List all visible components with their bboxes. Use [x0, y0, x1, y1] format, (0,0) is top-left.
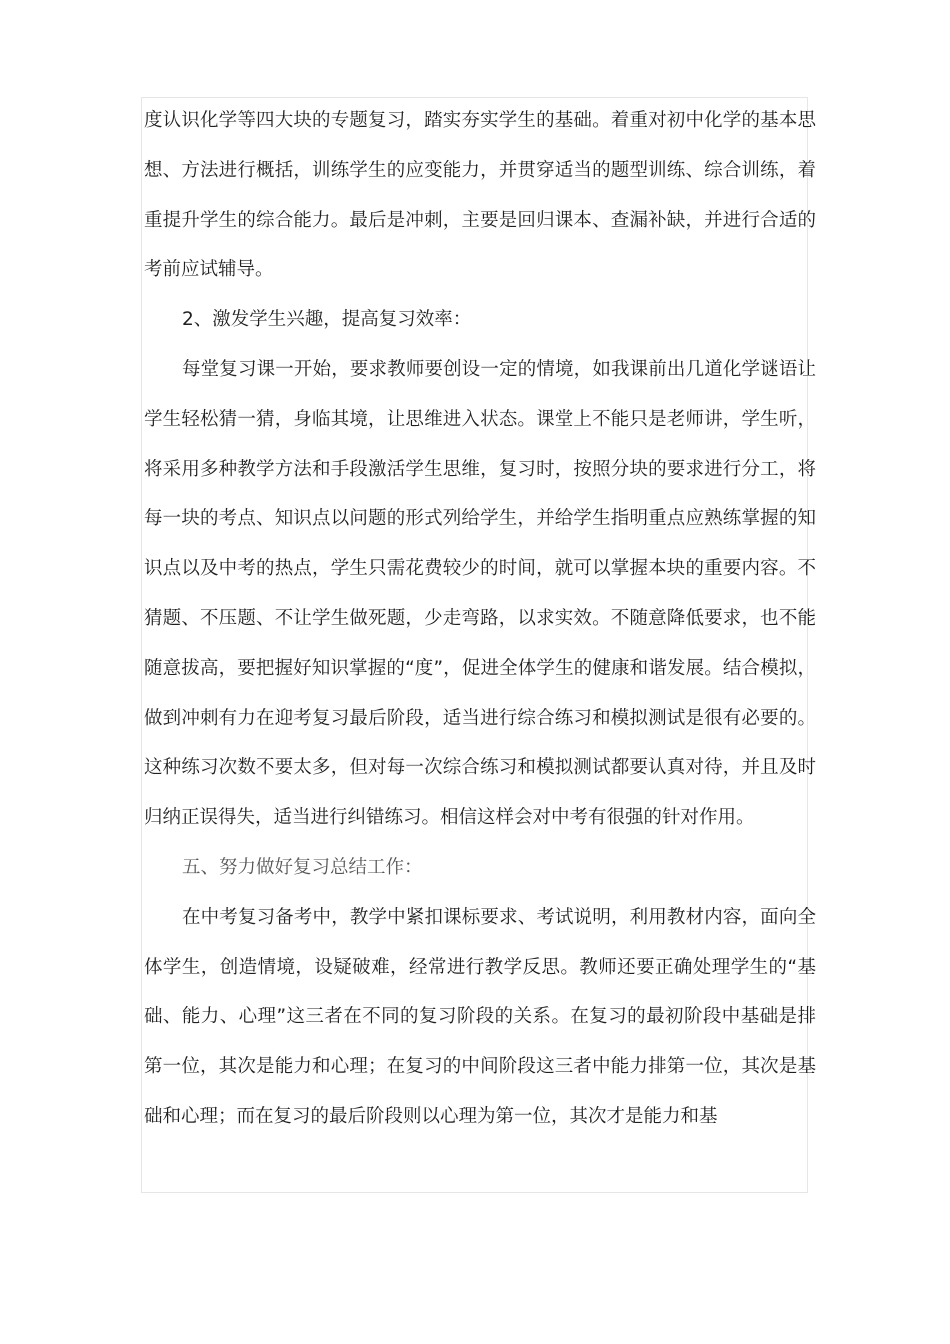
- heading-stimulate-interest: 2、激发学生兴趣，提高复习效率：: [182, 309, 472, 331]
- paragraph-review-summary-body: 在中考复习备考中，教学中紧扣课标要求、考试说明，利用教材内容，面向全体学生，创造情境，设疑破难，经常进行教学反思。教师还要正确处理学生的“基础、能力、心理”这三者在不同的复习阶段的关系。在复习的最初阶段中基础是排第一位，其次是能力和心理；在复习的中间阶段这三者中能力排第一位，其次是基础和心理；而在复习的最后阶段则以心理为第一位，其次才是能力和基: [144, 906, 816, 1127]
- document-body: [144, 96, 816, 1142]
- paragraph-classroom-methods: 每堂复习课一开始，要求教师要创设一定的情境，如我课前出几道化学谜语让学生轻松猜一猜，身临其境，让思维进入状态。课堂上不能只是老师讲，学生听，将采用多种教学方法和手段激活学生思维，复习时，按照分块的要求进行分工，将每一块的考点、知识点以问题的形式列给学生，并给学生指明重点应熟练掌握的知识点以及中考的热点，学生只需花费较少的时间，就可以掌握本块的重要内容。不猜题、不压题、不让学生做死题，少走弯路，以求实效。不随意降低要求，也不能随意拔高，要把握好知识掌握的“度”，促进全体学生的健康和谐发展。结合模拟，做到冲刺有力在迎考复习最后阶段，适当进行综合练习和模拟测试是很有必要的。这种练习次数不要太多，但对每一次综合练习和模拟测试都要认真对待，并且及时归纳正误得失，适当进行纠错练习。相信这样会对中考有很强的针对作用。: [144, 358, 816, 829]
- paragraph-review-plan-continued: 度认识化学等四大块的专题复习，踏实夯实学生的基础。着重对初中化学的基本思想、方法进行概括，训练学生的应变能力，并贯穿适当的题型训练、综合训练，着重提升学生的综合能力。最后是冲刺，主要是回归课本、查漏补缺，并进行合适的考前应试辅导。: [144, 110, 816, 281]
- heading-review-summary: 五、努力做好复习总结工作：: [182, 856, 423, 878]
